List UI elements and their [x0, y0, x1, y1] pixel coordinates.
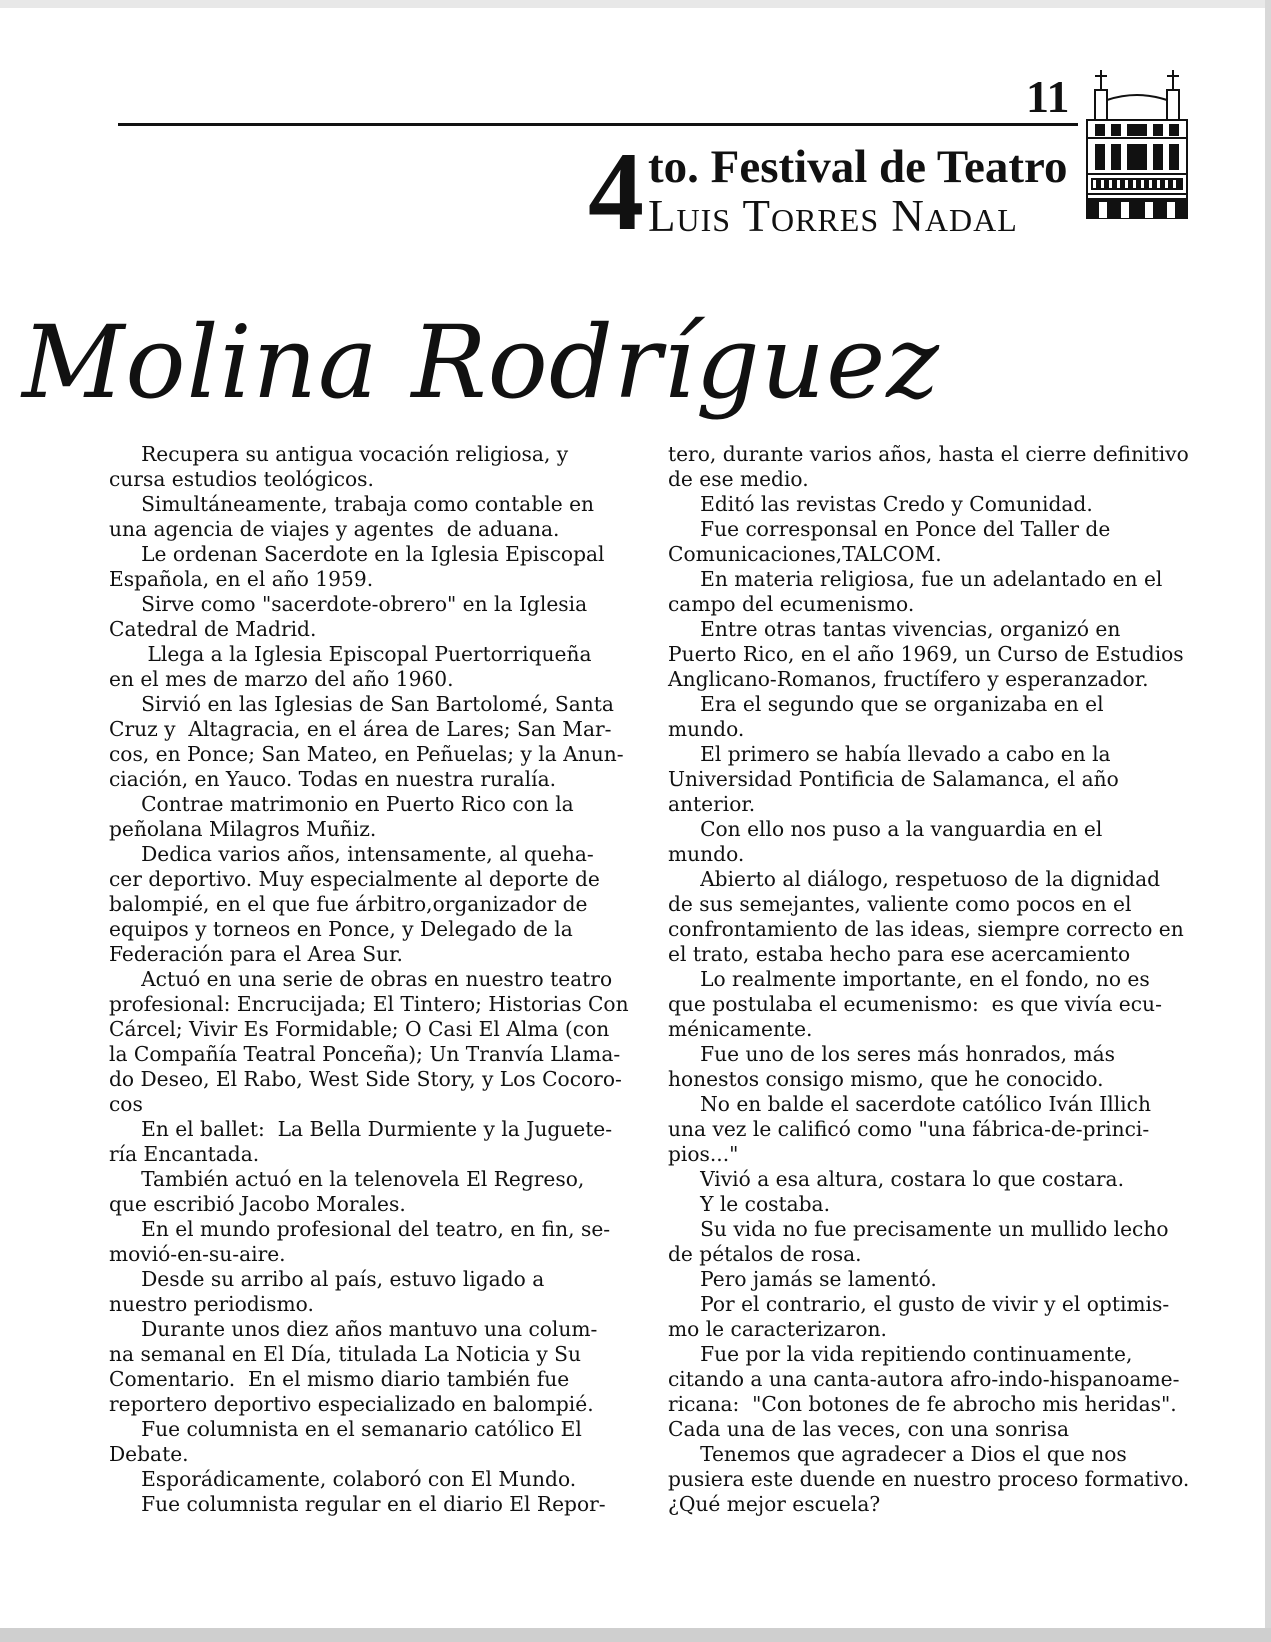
- text-line: mundo.: [668, 717, 745, 741]
- text-line: confrontamiento de las ideas, siempre correcto en: [668, 917, 1184, 941]
- text-line: En el ballet: La Bella Durmiente y la Juguete-: [109, 1117, 613, 1141]
- text-line: Comunicaciones,TALCOM.: [668, 542, 942, 566]
- text-line: Catedral de Madrid.: [109, 617, 317, 641]
- text-line: Universidad Pontificia de Salamanca, el año: [668, 767, 1119, 791]
- text-line: cos: [109, 1092, 143, 1116]
- text-line: de sus semejantes, valiente como pocos en el: [668, 892, 1132, 916]
- text-line: El primero se había llevado a cabo en la: [668, 742, 1111, 766]
- text-line: Entre otras tantas vivencias, organizó en: [668, 617, 1121, 641]
- text-line: balompié, en el que fue árbitro,organizador de: [109, 892, 588, 916]
- text-line: reportero deportivo especializado en balompié.: [109, 1392, 594, 1416]
- text-line: pusiera este duende en nuestro proceso formativo.: [668, 1467, 1190, 1491]
- text-line: Fue columnista regular en el diario El Repor-: [109, 1492, 606, 1516]
- article-title: Molina Rodríguez: [22, 304, 940, 421]
- text-line: que escribió Jacobo Morales.: [109, 1192, 406, 1216]
- text-line: do Deseo, El Rabo, West Side Story, y Los Cocoro-: [109, 1067, 622, 1091]
- text-line: ciación, en Yauco. Todas en nuestra ruralía.: [109, 767, 557, 791]
- page-number: 11: [1026, 71, 1070, 122]
- text-line: Recupera su antigua vocación religiosa, y: [109, 442, 569, 466]
- text-line: el trato, estaba hecho para ese acercamiento: [668, 942, 1131, 966]
- left-column: [109, 442, 629, 1517]
- text-line: cos, en Ponce; San Mateo, en Peñuelas; y la Anun-: [109, 742, 624, 766]
- text-line: Anglicano-Romanos, fructífero y esperanzador.: [668, 667, 1149, 691]
- text-line: honestos consigo mismo, que he conocido.: [668, 1067, 1104, 1091]
- text-line: movió-en-su-aire.: [109, 1242, 286, 1266]
- text-line: Llega a la Iglesia Episcopal Puertorriqueña: [109, 642, 592, 666]
- text-line: mundo.: [668, 842, 745, 866]
- text-line: Con ello nos puso a la vanguardia en el: [668, 817, 1103, 841]
- text-line: Contrae matrimonio en Puerto Rico con la: [109, 792, 574, 816]
- text-line: Comentario. En el mismo diario también fue: [109, 1367, 570, 1391]
- text-line: ¿Qué mejor escuela?: [668, 1492, 881, 1516]
- text-line: Actuó en una serie de obras en nuestro teatro: [109, 967, 613, 991]
- text-line: citando a una canta-autora afro-indo-hispanoame-: [668, 1367, 1180, 1391]
- text-line: Le ordenan Sacerdote en la Iglesia Episcopal: [109, 542, 605, 566]
- text-line: ménicamente.: [668, 1017, 813, 1041]
- text-line: Debate.: [109, 1442, 189, 1466]
- text-line: de pétalos de rosa.: [668, 1242, 862, 1266]
- festival-number: 4: [588, 130, 642, 254]
- page-edge: [1265, 0, 1271, 1642]
- text-line: ricana: "Con botones de fe abrocho mis heridas".: [668, 1392, 1177, 1416]
- text-line: En materia religiosa, fue un adelantado en el: [668, 567, 1163, 591]
- text-line: Fue columnista en el semanario católico El: [109, 1417, 582, 1441]
- text-line: También actuó en la telenovela El Regreso,: [109, 1167, 585, 1191]
- text-line: Española, en el año 1959.: [109, 567, 374, 591]
- text-line: Sirve como "sacerdote-obrero" en la Iglesia: [109, 592, 588, 616]
- text-line: Desde su arribo al país, estuvo ligado a: [109, 1267, 545, 1291]
- text-line: que postulaba el ecumenismo: es que vivía ecu-: [668, 992, 1162, 1016]
- text-line: nuestro periodismo.: [109, 1292, 314, 1316]
- theater-building-icon: [1081, 66, 1193, 224]
- text-line: equipos y torneos en Ponce, y Delegado de la: [109, 917, 573, 941]
- festival-subtitle: Luis Torres Nadal: [648, 191, 1018, 241]
- text-line: Abierto al diálogo, respetuoso de la dignidad: [668, 867, 1161, 891]
- text-line: peñolana Milagros Muñiz.: [109, 817, 377, 841]
- text-line: Y le costaba.: [668, 1192, 830, 1216]
- header-rule: [118, 123, 1078, 126]
- right-column: [668, 442, 1203, 1517]
- text-line: en el mes de marzo del año 1960.: [109, 667, 454, 691]
- text-line: En el mundo profesional del teatro, en fin, se-: [109, 1217, 611, 1241]
- text-line: Pero jamás se lamentó.: [668, 1267, 937, 1291]
- text-line: cursa estudios teológicos.: [109, 467, 374, 491]
- text-line: Sirvió en las Iglesias de San Bartolomé, Santa: [109, 692, 614, 716]
- text-line: Simultáneamente, trabaja como contable en: [109, 492, 595, 516]
- text-line: Cada una de las veces, con una sonrisa: [668, 1417, 1070, 1441]
- text-line: la Compañía Teatral Ponceña); Un Tranvía Llama-: [109, 1042, 621, 1066]
- text-line: Fue uno de los seres más honrados, más: [668, 1042, 1115, 1066]
- text-line: No en balde el sacerdote católico Iván Illich: [668, 1092, 1151, 1116]
- text-line: cer deportivo. Muy especialmente al deporte de: [109, 867, 600, 891]
- text-line: Por el contrario, el gusto de vivir y el optimis-: [668, 1292, 1170, 1316]
- text-line: profesional: Encrucijada; El Tintero; Historias Con: [109, 992, 629, 1016]
- text-line: Puerto Rico, en el año 1969, un Curso de Estudios: [668, 642, 1184, 666]
- text-line: Esporádicamente, colaboró con El Mundo.: [109, 1467, 577, 1491]
- text-line: una agencia de viajes y agentes de aduana.: [109, 517, 560, 541]
- text-line: Cárcel; Vivir Es Formidable; O Casi El Alma (con: [109, 1017, 610, 1041]
- text-line: campo del ecumenismo.: [668, 592, 915, 616]
- text-line: Dedica varios años, intensamente, al queha-: [109, 842, 594, 866]
- text-line: Editó las revistas Credo y Comunidad.: [668, 492, 1093, 516]
- text-line: tero, durante varios años, hasta el cierre definitivo: [668, 442, 1189, 466]
- text-line: pios...": [668, 1142, 739, 1166]
- text-line: anterior.: [668, 792, 756, 816]
- text-line: Fue corresponsal en Ponce del Taller de: [668, 517, 1111, 541]
- text-line: de ese medio.: [668, 467, 809, 491]
- text-line: mo le caracterizaron.: [668, 1317, 887, 1341]
- text-line: Era el segundo que se organizaba en el: [668, 692, 1104, 716]
- text-line: Federación para el Area Sur.: [109, 942, 403, 966]
- text-line: Vivió a esa altura, costara lo que costara.: [668, 1167, 1124, 1191]
- text-line: Tenemos que agradecer a Dios el que nos: [668, 1442, 1127, 1466]
- festival-title: to. Festival de Teatro: [648, 141, 1068, 193]
- text-line: Cruz y Altagracia, en el área de Lares; San Mar-: [109, 717, 612, 741]
- page-edge: [0, 0, 1271, 8]
- text-line: Lo realmente importante, en el fondo, no es: [668, 967, 1150, 991]
- text-line: Durante unos diez años mantuvo una colum-: [109, 1317, 598, 1341]
- text-line: Fue por la vida repitiendo continuamente,: [668, 1342, 1133, 1366]
- text-line: na semanal en El Día, titulada La Noticia y Su: [109, 1342, 582, 1366]
- page-edge: [0, 1628, 1271, 1642]
- text-line: Su vida no fue precisamente un mullido lecho: [668, 1217, 1169, 1241]
- text-line: una vez le calificó como "una fábrica-de-princi-: [668, 1117, 1150, 1141]
- text-line: ría Encantada.: [109, 1142, 260, 1166]
